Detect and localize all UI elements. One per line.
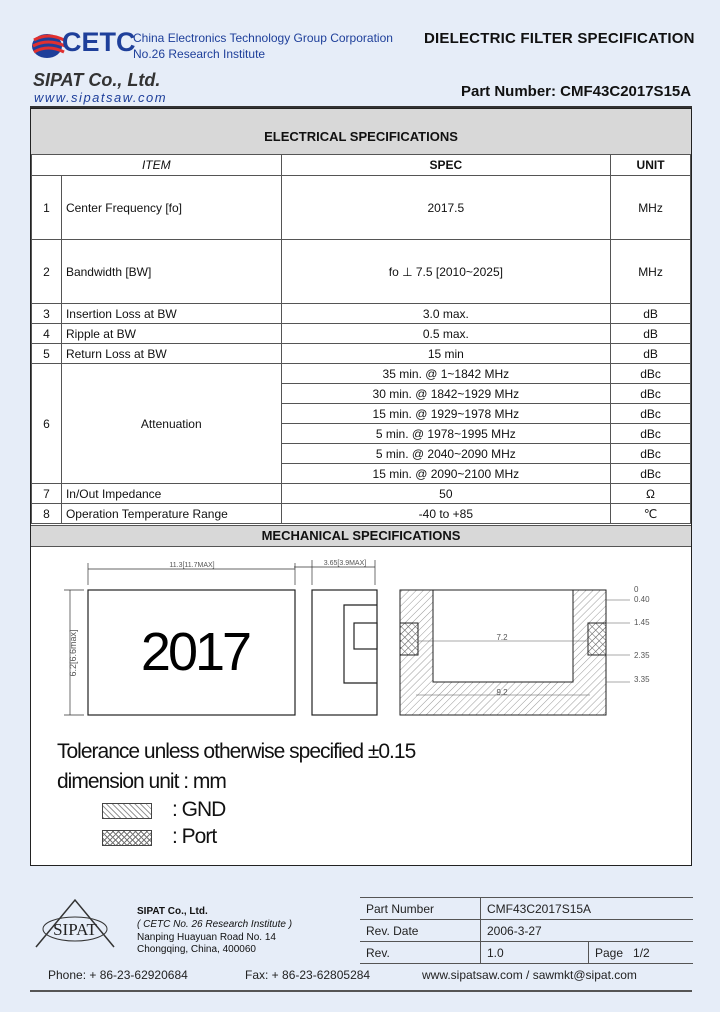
table-row (32, 304, 691, 324)
footer-address-1: ( CETC No. 26 Research Institute ) (137, 919, 293, 930)
footer-page-value: 1/2 (633, 945, 650, 960)
row-spec: 35 min. @ 1~1842 MHz (281, 364, 610, 384)
part-marking: 2017 (140, 622, 250, 682)
row-item: Operation Temperature Range (61, 504, 281, 524)
sipat-footer-logo-icon (30, 895, 120, 955)
footer-fax: Fax: + 86-23-62805284 (245, 968, 371, 982)
gnd-legend-swatch (102, 803, 152, 819)
dim-thickness: 3.65[3.9MAX] (323, 560, 367, 567)
electrical-spec-table (31, 154, 691, 524)
dim-right-1: 0.40 (634, 595, 650, 604)
org-name: China Electronics Technology Group Corporation (133, 31, 393, 45)
footer-date-value: 2006-3-27 (481, 920, 694, 942)
gnd-legend-label: : GND (172, 798, 226, 821)
row-no: 5 (32, 344, 62, 364)
dim-width: 11.3[11.7MAX] (169, 562, 215, 569)
mechanical-drawing (30, 545, 692, 725)
row-no: 1 (32, 176, 62, 240)
port-legend-label: : Port (172, 825, 217, 848)
footer-info-table (360, 897, 693, 964)
table-row (32, 176, 691, 240)
footer-page-cell (589, 942, 694, 964)
footer-date-label: Rev. Date (360, 920, 481, 942)
row-unit: ℃ (611, 504, 691, 524)
footer-address-3: Chongqing, China, 400060 (137, 944, 256, 955)
company-name: SIPAT Co., Ltd. (33, 70, 161, 90)
table-row (32, 364, 691, 384)
row-no: 3 (32, 304, 62, 324)
row-item: In/Out Impedance (61, 484, 281, 504)
row-unit: dBc (611, 424, 691, 444)
svg-text:SIPAT: SIPAT (53, 920, 97, 939)
table-row (32, 504, 691, 524)
company-website: www.sipatsaw.com (34, 90, 168, 105)
row-unit: dB (611, 324, 691, 344)
table-row (32, 344, 691, 364)
org-institute: No.26 Research Institute (133, 47, 266, 61)
row-unit: MHz (611, 240, 691, 304)
unit-note: dimension unit : mm (57, 770, 226, 793)
electrical-spec-title: ELECTRICAL SPECIFICATIONS (31, 109, 691, 155)
footer-company: SIPAT Co., Ltd. (137, 906, 208, 917)
row-spec: 0.5 max. (281, 324, 610, 344)
tolerance-note: Tolerance unless otherwise specified ±0.15 (57, 740, 416, 763)
row-unit: dBc (611, 444, 691, 464)
row-item: Center Frequency [fo] (61, 176, 281, 240)
row-unit: dBc (611, 384, 691, 404)
part-number-header: Part Number: CMF43C2017S15A (461, 83, 692, 100)
table-row (32, 240, 691, 304)
cetc-logo-text: CETC (62, 27, 136, 57)
footer-rev-value: 1.0 (481, 942, 589, 964)
footer-divider (30, 990, 692, 992)
dim-height: 6.2[6.6max] (68, 629, 78, 677)
col-spec: SPEC (281, 155, 610, 176)
row-unit: dBc (611, 404, 691, 424)
row-item: Ripple at BW (61, 324, 281, 344)
row-spec: 50 (281, 484, 610, 504)
row-spec: 2017.5 (281, 176, 610, 240)
row-spec: fo ⊥ 7.5 [2010~2025] (281, 240, 610, 304)
row-unit: dB (611, 344, 691, 364)
row-no: 7 (32, 484, 62, 504)
row-unit: dBc (611, 464, 691, 484)
row-spec: -40 to +85 (281, 504, 610, 524)
footer-web-mail: www.sipatsaw.com / sawmkt@sipat.com (422, 968, 637, 982)
dim-right-2: 1.45 (634, 618, 650, 627)
col-item: ITEM (32, 155, 282, 176)
table-row (32, 324, 691, 344)
row-no: 4 (32, 324, 62, 344)
row-no: 2 (32, 240, 62, 304)
col-unit: UNIT (611, 155, 691, 176)
row-item: Attenuation (61, 364, 281, 484)
row-item: Return Loss at BW (61, 344, 281, 364)
row-spec: 15 min. @ 2090~2100 MHz (281, 464, 610, 484)
row-spec: 15 min (281, 344, 610, 364)
row-unit: MHz (611, 176, 691, 240)
footer-rev-label: Rev. (360, 942, 481, 964)
row-unit: Ω (611, 484, 691, 504)
dim-right-0: 0 (634, 585, 639, 594)
dim-right-3: 2.35 (634, 651, 650, 660)
row-unit: dB (611, 304, 691, 324)
port-pad-left (400, 623, 418, 655)
document-title: DIELECTRIC FILTER SPECIFICATION (424, 30, 695, 47)
table-header (32, 155, 691, 176)
dim-right-4: 3.35 (634, 675, 650, 684)
table-row (32, 484, 691, 504)
port-legend-swatch (102, 830, 152, 846)
footer-part-label: Part Number (360, 898, 481, 920)
row-spec: 30 min. @ 1842~1929 MHz (281, 384, 610, 404)
row-spec: 3.0 max. (281, 304, 610, 324)
row-unit: dBc (611, 364, 691, 384)
mechanical-spec-title: MECHANICAL SPECIFICATIONS (31, 525, 691, 547)
row-item: Insertion Loss at BW (61, 304, 281, 324)
row-no: 6 (32, 364, 62, 484)
row-item: Bandwidth [BW] (61, 240, 281, 304)
row-spec: 5 min. @ 1978~1995 MHz (281, 424, 610, 444)
row-spec: 15 min. @ 1929~1978 MHz (281, 404, 610, 424)
footer-part-value: CMF43C2017S15A (481, 898, 694, 920)
dim-outer: 9.2 (496, 688, 508, 697)
footer-address-2: Nanping Huayuan Road No. 14 (137, 932, 276, 943)
row-spec: 5 min. @ 2040~2090 MHz (281, 444, 610, 464)
dim-inner: 7.2 (496, 633, 508, 642)
footer-page-label: Page (595, 945, 624, 960)
row-no: 8 (32, 504, 62, 524)
port-pad-right (588, 623, 606, 655)
footer-phone: Phone: + 86-23-62920684 (48, 968, 188, 982)
